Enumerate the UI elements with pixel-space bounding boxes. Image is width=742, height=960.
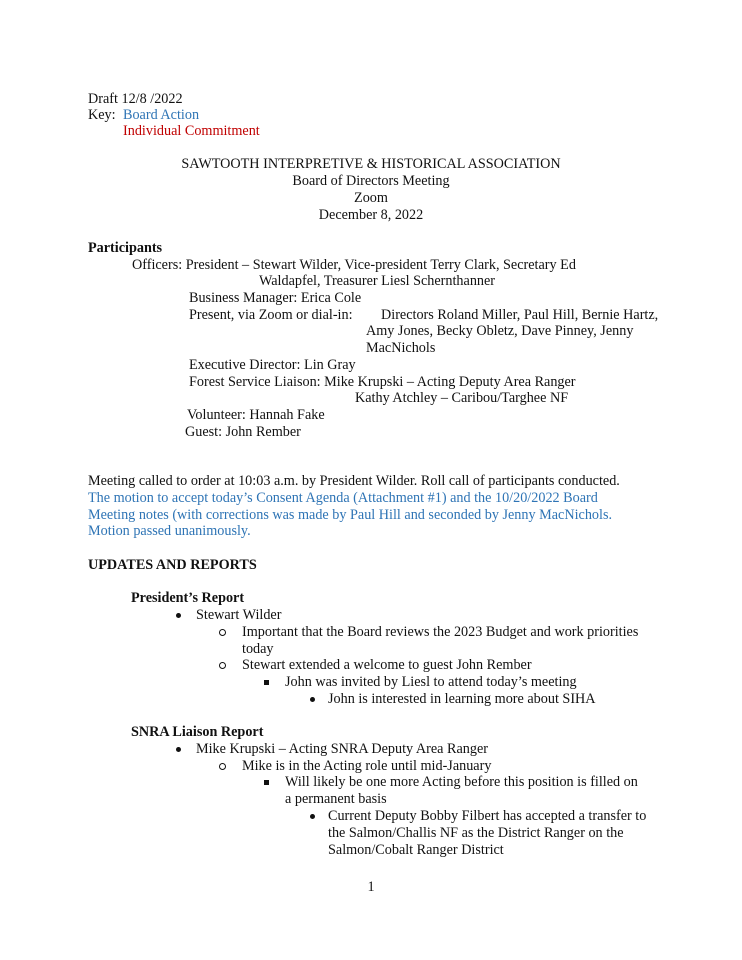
motion-line-1: The motion to accept today’s Consent Agenda (Attachment #1) and the 10/20/2022 Board xyxy=(88,490,598,506)
snra-report-item-3: Will likely be one more Acting before this position is filled on xyxy=(285,774,638,790)
forest-service-liaison: Forest Service Liaison: Mike Krupski – Acting Deputy Area Ranger xyxy=(189,374,576,390)
updates-heading: UPDATES AND REPORTS xyxy=(88,557,257,573)
presidents-report-item-2-cont: today xyxy=(242,641,274,657)
key-label: Key: xyxy=(88,107,116,123)
draft-date: Draft 12/8 /2022 xyxy=(88,91,183,107)
call-to-order: Meeting called to order at 10:03 a.m. by President Wilder. Roll call of participants conducted. xyxy=(88,473,620,489)
organization-title: SAWTOOTH INTERPRETIVE & HISTORICAL ASSOCIATION xyxy=(181,156,561,172)
snra-report-item-3-cont: a permanent basis xyxy=(285,791,387,807)
volunteer: Volunteer: Hannah Fake xyxy=(187,407,325,423)
present-label: Present, via Zoom or dial-in: xyxy=(189,307,353,323)
meeting-date: December 8, 2022 xyxy=(318,207,424,223)
bullet-dot-icon xyxy=(310,697,315,702)
presidents-report-item-2: Important that the Board reviews the 2023 Budget and work priorities xyxy=(242,624,639,640)
snra-report-item-4-cont-2: Salmon/Cobalt Ranger District xyxy=(328,842,504,858)
guest: Guest: John Rember xyxy=(185,424,301,440)
motion-line-3: Motion passed unanimously. xyxy=(88,523,251,539)
officers-line-1: Officers: President – Stewart Wilder, Vice-president Terry Clark, Secretary Ed xyxy=(132,257,576,273)
presidents-report-item-1: Stewart Wilder xyxy=(196,607,282,623)
participants-heading: Participants xyxy=(88,240,163,256)
presidents-report-item-4: John was invited by Liesl to attend today’s meeting xyxy=(285,674,577,690)
bullet-circle-icon xyxy=(219,763,226,770)
meeting-venue: Zoom xyxy=(354,190,388,206)
business-manager: Business Manager: Erica Cole xyxy=(189,290,362,306)
forest-service-liaison-2: Kathy Atchley – Caribou/Targhee NF xyxy=(355,390,569,406)
key-board-action: Board Action xyxy=(123,107,200,123)
snra-report-item-4: Current Deputy Bobby Filbert has accepted a transfer to xyxy=(328,808,647,824)
bullet-square-icon xyxy=(264,780,269,785)
present-line-2: Amy Jones, Becky Obletz, Dave Pinney, Jenny xyxy=(366,323,634,339)
presidents-report-item-3: Stewart extended a welcome to guest John Rember xyxy=(242,657,532,673)
bullet-dot-icon xyxy=(310,814,315,819)
snra-report-item-2: Mike is in the Acting role until mid-January xyxy=(242,758,492,774)
presidents-report-item-5: John is interested in learning more about SIHA xyxy=(328,691,596,707)
bullet-circle-icon xyxy=(219,662,226,669)
key-individual-commitment: Individual Commitment xyxy=(123,123,260,139)
bullet-dot-icon xyxy=(176,613,181,618)
bullet-circle-icon xyxy=(219,629,226,636)
executive-director: Executive Director: Lin Gray xyxy=(189,357,356,373)
present-line-1: Directors Roland Miller, Paul Hill, Bernie Hartz, xyxy=(381,307,659,323)
snra-report-item-1: Mike Krupski – Acting SNRA Deputy Area Ranger xyxy=(196,741,488,757)
page-number: 1 xyxy=(367,879,375,895)
bullet-dot-icon xyxy=(176,747,181,752)
bullet-square-icon xyxy=(264,680,269,685)
presidents-report-heading: President’s Report xyxy=(131,590,245,606)
snra-report-heading: SNRA Liaison Report xyxy=(131,724,264,740)
officers-line-2: Waldapfel, Treasurer Liesl Schernthanner xyxy=(259,273,496,289)
meeting-title: Board of Directors Meeting xyxy=(292,173,450,189)
snra-report-item-4-cont: the Salmon/Challis NF as the District Ranger on the xyxy=(328,825,624,841)
motion-line-2: Meeting notes (with corrections was made by Paul Hill and seconded by Jenny MacNichols. xyxy=(88,507,613,523)
present-line-3: MacNichols xyxy=(366,340,436,356)
